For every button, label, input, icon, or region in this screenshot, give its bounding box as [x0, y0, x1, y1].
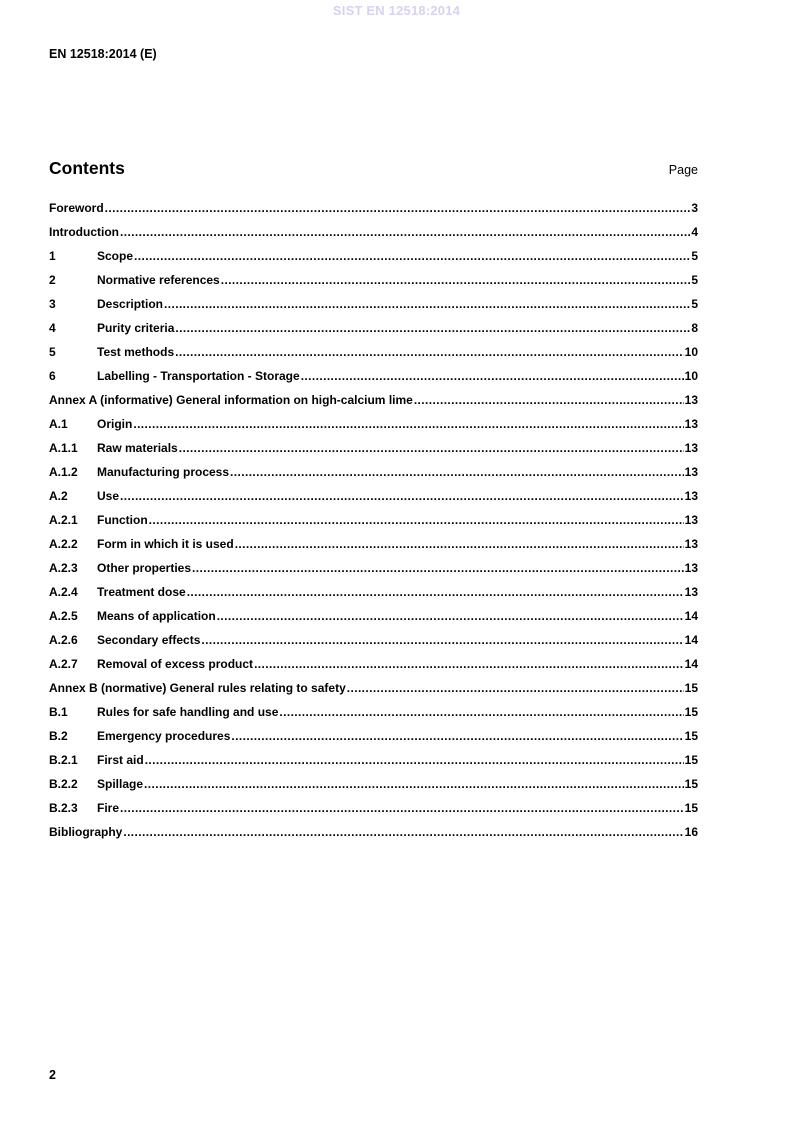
toc-entry[interactable]: [49, 511, 698, 535]
toc-entry[interactable]: [49, 799, 698, 823]
toc-entry[interactable]: [49, 823, 698, 847]
toc-entry-page: 13: [684, 465, 698, 479]
toc-entry-page: 13: [684, 393, 698, 407]
toc-leader-dots: [179, 439, 684, 457]
toc-leader-dots: [120, 799, 684, 817]
toc-leader-dots: [134, 247, 690, 265]
toc-entry[interactable]: [49, 727, 698, 751]
toc-entry-title: Test methods: [97, 345, 175, 359]
toc-entry-page: 14: [684, 609, 698, 623]
toc-entry-title: Use: [97, 489, 120, 503]
toc-leader-dots: [149, 511, 684, 529]
toc-leader-dots: [105, 199, 691, 217]
contents-heading: Contents: [49, 158, 125, 178]
toc-entry-page: 15: [684, 777, 698, 791]
toc-leader-dots: [301, 367, 684, 385]
toc-entry-title: Removal of excess product: [97, 657, 254, 671]
toc-entry-number: A.2.5: [49, 609, 78, 623]
toc-entry-page: 13: [684, 489, 698, 503]
toc-entry-title: Means of application: [97, 609, 216, 623]
toc-entry[interactable]: [49, 559, 698, 583]
toc-leader-dots: [192, 559, 684, 577]
page-column-label: Page: [668, 163, 698, 177]
toc-leader-dots: [279, 703, 683, 721]
toc-entry-title: Rules for safe handling and use: [97, 705, 279, 719]
toc-entry-page: 15: [684, 681, 698, 695]
toc-entry-title: Labelling - Transportation - Storage: [97, 369, 300, 383]
toc-entry-page: 5: [691, 249, 698, 263]
toc-entry-title: Description: [97, 297, 164, 311]
toc-entry-title: Introduction: [49, 225, 119, 239]
toc-entry-page: 10: [684, 369, 698, 383]
toc-entry-number: B.2.1: [49, 753, 78, 767]
table-of-contents: [49, 199, 698, 847]
toc-entry-page: 15: [684, 801, 698, 815]
toc-entry-title: Treatment dose: [97, 585, 186, 599]
toc-entry-number: B.2: [49, 729, 68, 743]
toc-entry[interactable]: [49, 487, 698, 511]
toc-leader-dots: [164, 295, 690, 313]
toc-entry[interactable]: [49, 271, 698, 295]
toc-entry-page: 13: [684, 561, 698, 575]
toc-entry-title: First aid: [97, 753, 144, 767]
toc-entry-number: B.1: [49, 705, 68, 719]
toc-entry[interactable]: [49, 415, 698, 439]
toc-entry[interactable]: [49, 607, 698, 631]
toc-entry[interactable]: [49, 463, 698, 487]
toc-entry-title: Bibliography: [49, 825, 123, 839]
toc-entry-title: Emergency procedures: [97, 729, 231, 743]
toc-leader-dots: [414, 391, 684, 409]
toc-leader-dots: [254, 655, 684, 673]
toc-entry-number: 1: [49, 249, 56, 263]
toc-entry-page: 13: [684, 417, 698, 431]
toc-entry-number: A.1.2: [49, 465, 78, 479]
toc-entry-page: 13: [684, 585, 698, 599]
toc-entry[interactable]: [49, 775, 698, 799]
toc-entry-title: Normative references: [97, 273, 220, 287]
toc-entry-title: Manufacturing process: [97, 465, 230, 479]
toc-entry[interactable]: [49, 223, 698, 247]
toc-leader-dots: [217, 607, 684, 625]
toc-entry-title: Fire: [97, 801, 120, 815]
toc-entry-number: B.2.3: [49, 801, 78, 815]
toc-entry-page: 16: [684, 825, 698, 839]
toc-entry-title: Foreword: [49, 201, 104, 215]
toc-entry-page: 14: [684, 657, 698, 671]
toc-entry[interactable]: [49, 391, 698, 415]
toc-leader-dots: [133, 415, 683, 433]
toc-entry-number: 4: [49, 321, 56, 335]
toc-entry-page: 13: [684, 441, 698, 455]
document-identifier: EN 12518:2014 (E): [49, 47, 157, 61]
toc-entry[interactable]: [49, 247, 698, 271]
toc-entry-page: 10: [684, 345, 698, 359]
toc-entry-number: A.2.6: [49, 633, 78, 647]
toc-entry-page: 8: [691, 321, 698, 335]
toc-entry-title: Origin: [97, 417, 133, 431]
toc-leader-dots: [123, 823, 683, 841]
toc-entry-title: Function: [97, 513, 148, 527]
toc-leader-dots: [120, 487, 684, 505]
toc-entry-title: Secondary effects: [97, 633, 201, 647]
toc-entry-page: 15: [684, 753, 698, 767]
toc-leader-dots: [201, 631, 683, 649]
toc-entry-number: 3: [49, 297, 56, 311]
toc-entry-number: 2: [49, 273, 56, 287]
toc-entry-page: 15: [684, 729, 698, 743]
toc-entry-number: A.1: [49, 417, 68, 431]
toc-entry[interactable]: [49, 703, 698, 727]
toc-entry-page: 5: [691, 273, 698, 287]
toc-entry-title: Scope: [97, 249, 134, 263]
toc-entry-number: 5: [49, 345, 56, 359]
toc-entry-page: 14: [684, 633, 698, 647]
toc-leader-dots: [175, 343, 684, 361]
toc-entry-title: Other properties: [97, 561, 192, 575]
toc-leader-dots: [230, 463, 684, 481]
toc-entry-number: A.2.4: [49, 585, 78, 599]
toc-entry[interactable]: [49, 631, 698, 655]
toc-entry-number: 6: [49, 369, 56, 383]
toc-entry-title: Annex A (informative) General information on high-calcium lime: [49, 393, 413, 407]
toc-leader-dots: [235, 535, 684, 553]
toc-entry-number: A.1.1: [49, 441, 78, 455]
page-number: 2: [49, 1068, 56, 1082]
toc-entry-number: A.2.2: [49, 537, 78, 551]
toc-entry[interactable]: [49, 343, 698, 367]
toc-entry-number: A.2: [49, 489, 68, 503]
toc-entry-page: 3: [691, 201, 698, 215]
toc-entry-number: A.2.3: [49, 561, 78, 575]
toc-entry[interactable]: [49, 751, 698, 775]
toc-leader-dots: [120, 223, 690, 241]
toc-entry[interactable]: [49, 295, 698, 319]
toc-entry[interactable]: [49, 367, 698, 391]
toc-entry[interactable]: [49, 319, 698, 343]
toc-leader-dots: [221, 271, 691, 289]
toc-entry[interactable]: [49, 655, 698, 679]
toc-leader-dots: [145, 751, 684, 769]
toc-entry-title: Raw materials: [97, 441, 178, 455]
watermark: SIST EN 12518:2014: [332, 3, 461, 18]
toc-entry-page: 4: [691, 225, 698, 239]
toc-leader-dots: [144, 775, 684, 793]
toc-leader-dots: [187, 583, 684, 601]
toc-entry-page: 5: [691, 297, 698, 311]
toc-entry-title: Annex B (normative) General rules relating to safety: [49, 681, 346, 695]
toc-entry[interactable]: [49, 535, 698, 559]
toc-entry-page: 13: [684, 537, 698, 551]
toc-leader-dots: [175, 319, 690, 337]
toc-entry-title: Purity criteria: [97, 321, 175, 335]
toc-entry-number: A.2.7: [49, 657, 78, 671]
toc-entry[interactable]: [49, 199, 698, 223]
toc-leader-dots: [231, 727, 683, 745]
toc-entry-title: Spillage: [97, 777, 144, 791]
toc-leader-dots: [347, 679, 684, 697]
toc-entry-page: 13: [684, 513, 698, 527]
toc-entry[interactable]: [49, 439, 698, 463]
toc-entry-number: B.2.2: [49, 777, 78, 791]
toc-entry[interactable]: [49, 679, 698, 703]
toc-entry-number: A.2.1: [49, 513, 78, 527]
toc-entry-page: 15: [684, 705, 698, 719]
toc-entry[interactable]: [49, 583, 698, 607]
toc-entry-title: Form in which it is used: [97, 537, 234, 551]
